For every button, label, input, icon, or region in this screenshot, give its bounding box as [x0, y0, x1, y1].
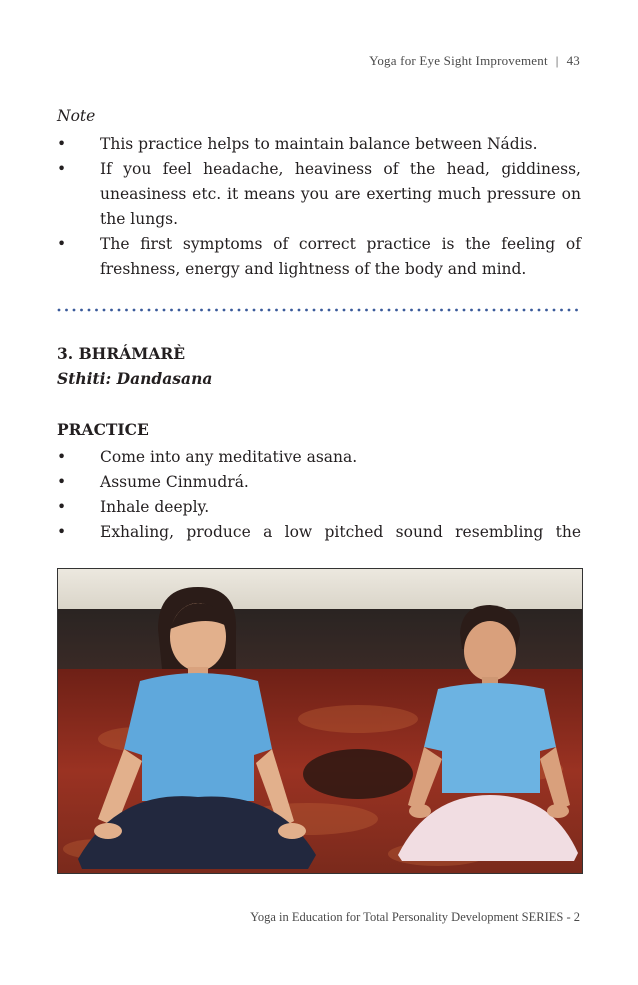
divider-dot: [350, 309, 353, 312]
divider-dot: [133, 309, 136, 312]
header-separator: |: [555, 53, 559, 68]
note-heading: Note: [57, 107, 96, 125]
divider-dot: [478, 309, 481, 312]
divider-dot: [148, 309, 151, 312]
meditation-illustration: [58, 569, 582, 873]
list-item-text: Come into any meditative asana.: [100, 448, 358, 466]
divider-dot: [110, 309, 113, 312]
divider-dot: [238, 309, 241, 312]
divider-dot: [553, 309, 556, 312]
divider-dot: [178, 309, 181, 312]
divider-dot: [463, 309, 466, 312]
running-header: [369, 53, 580, 69]
divider-dot: [260, 309, 263, 312]
divider-dot: [65, 309, 68, 312]
shadow: [303, 749, 413, 799]
divider-dot: [560, 309, 563, 312]
divider-dot: [253, 309, 256, 312]
bullet-icon: •: [57, 160, 67, 178]
bullet-icon: •: [57, 235, 67, 253]
practice-heading: PRACTICE: [57, 420, 149, 439]
divider-dot: [215, 309, 218, 312]
list-item-text: Inhale deeply.: [100, 498, 210, 516]
divider-dot: [313, 309, 316, 312]
divider-dot: [418, 309, 421, 312]
divider-dot: [403, 309, 406, 312]
divider-dot: [335, 309, 338, 312]
list-item-text: Assume Cinmudrá.: [100, 473, 249, 491]
divider-dot: [380, 309, 383, 312]
bullet-icon: •: [57, 473, 67, 491]
divider-dot: [275, 309, 278, 312]
divider-dot: [538, 309, 541, 312]
bullet-icon: •: [57, 523, 67, 541]
list-item-text: This practice helps to maintain balance between Nádis.: [100, 135, 538, 153]
dotted-divider: [57, 307, 581, 313]
list-item: [57, 445, 581, 470]
divider-dot: [343, 309, 346, 312]
divider-dot: [545, 309, 548, 312]
divider-dot: [320, 309, 323, 312]
divider-dot: [200, 309, 203, 312]
practice-list: [57, 445, 581, 545]
divider-dot: [230, 309, 233, 312]
divider-dot: [388, 309, 391, 312]
divider-dot: [433, 309, 436, 312]
divider-dot: [568, 309, 571, 312]
bullet-icon: •: [57, 135, 67, 153]
page-number: 43: [566, 53, 580, 68]
divider-dot: [425, 309, 428, 312]
section-title: 3. BHRÁMARÈ: [57, 344, 186, 363]
divider-dot: [245, 309, 248, 312]
divider-dot: [305, 309, 308, 312]
divider-dot: [125, 309, 128, 312]
list-item-text: The first symptoms of correct practice is the feeling of freshness, energy and lightness of the body and mind.: [100, 235, 581, 278]
divider-dot: [73, 309, 76, 312]
divider-dot: [508, 309, 511, 312]
divider-dot: [80, 309, 83, 312]
note-list: [57, 132, 581, 282]
divider-dot: [155, 309, 158, 312]
divider-dot: [193, 309, 196, 312]
divider-dot: [223, 309, 226, 312]
bullet-icon: •: [57, 498, 67, 516]
list-item: [57, 470, 581, 495]
divider-dot: [118, 309, 121, 312]
divider-dot: [140, 309, 143, 312]
meditation-photo: [57, 568, 583, 874]
list-item: [57, 157, 581, 232]
divider-dot: [170, 309, 173, 312]
divider-dot: [185, 309, 188, 312]
running-footer: Yoga in Education for Total Personality Development SERIES - 2: [250, 910, 580, 924]
sthiti-subtitle: Sthiti: Dandasana: [57, 369, 213, 388]
list-item-text: Exhaling, produce a low pitched sound resembling the: [100, 523, 581, 541]
divider-dot: [395, 309, 398, 312]
header-title: Yoga for Eye Sight Improvement: [369, 53, 548, 68]
divider-dot: [58, 309, 61, 312]
divider-dot: [410, 309, 413, 312]
divider-dot: [95, 309, 98, 312]
divider-dot: [523, 309, 526, 312]
divider-dot: [373, 309, 376, 312]
divider-dot: [358, 309, 361, 312]
list-item-text: If you feel headache, heaviness of the head, giddiness, uneasiness etc. it means you are exerting much pressure on the lungs.: [100, 160, 581, 228]
divider-dot: [455, 309, 458, 312]
list-item: [57, 132, 581, 157]
divider-dot: [448, 309, 451, 312]
list-item: [57, 520, 581, 545]
divider-dot: [500, 309, 503, 312]
divider-dot: [530, 309, 533, 312]
list-item: [57, 232, 581, 282]
divider-dot: [290, 309, 293, 312]
divider-dot: [515, 309, 518, 312]
divider-dot: [88, 309, 91, 312]
divider-dot: [485, 309, 488, 312]
divider-dot: [163, 309, 166, 312]
bullet-icon: •: [57, 448, 67, 466]
divider-dot: [268, 309, 271, 312]
divider-dot: [328, 309, 331, 312]
divider-dot: [470, 309, 473, 312]
divider-dot: [298, 309, 301, 312]
divider-dot: [493, 309, 496, 312]
divider-dot: [575, 309, 578, 312]
divider-dot: [365, 309, 368, 312]
divider-dot: [440, 309, 443, 312]
divider-dot: [103, 309, 106, 312]
divider-dot: [283, 309, 286, 312]
divider-dot: [208, 309, 211, 312]
wall: [58, 569, 582, 611]
list-item: [57, 495, 581, 520]
